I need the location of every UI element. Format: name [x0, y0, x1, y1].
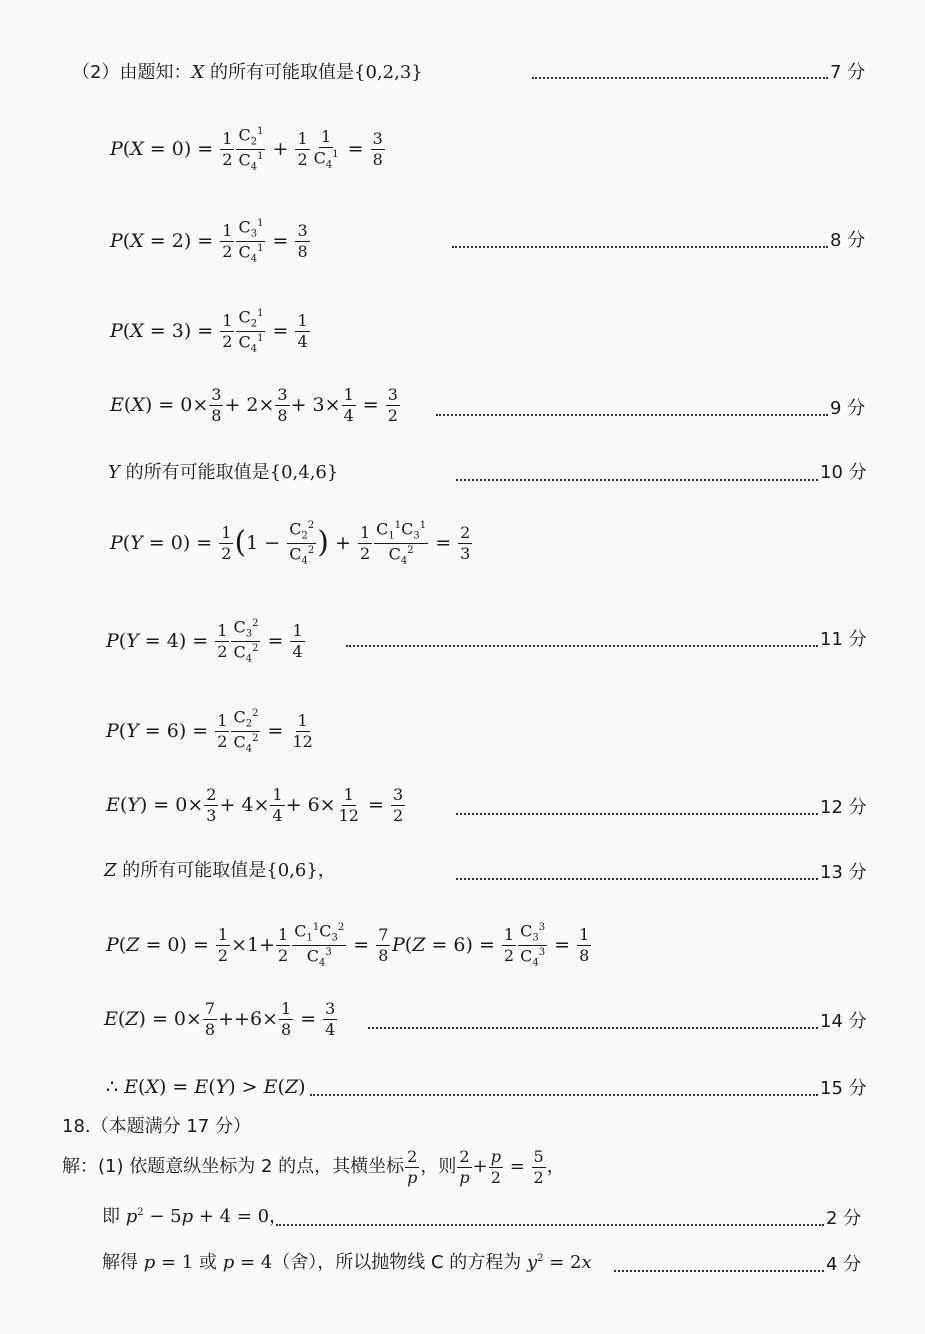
dot-leader — [276, 1224, 824, 1226]
dot-leader — [532, 77, 828, 79]
formula-ex: E ( X ) = 0× $\frac{3}{8}$ + 2× $\frac{3}{8}$ + 3× $\frac{1}{4}$ = $\frac{3}{2}$ — [110, 385, 398, 425]
dot-leader — [346, 645, 818, 647]
formula-px2: P ( X = 2) = $\frac{1}{2}$ $\frac{C_3^1}{C_4^1}$ = $\frac{3}{8}$ — [110, 217, 308, 265]
score-2: 2 分 — [826, 1208, 862, 1229]
y-values-text: Y 的所有可能取值是 {0,4,6} — [108, 462, 339, 483]
formula-px0: P ( X = 0) = $\frac{1}{2}$ $\frac{C_2^1}{C_4^1}$ + $\frac{1}{2}$ $\frac{1}{C_4^1}$ = $\frac{3}{8}$ — [110, 125, 383, 173]
score-12: 12 分 — [820, 797, 867, 818]
score-7: 7 分 — [830, 62, 866, 83]
dot-leader — [452, 246, 828, 248]
score-10: 10 分 — [820, 462, 867, 483]
dot-leader — [436, 414, 828, 416]
solution-line-1: 解：(1) 依题意纵坐标为 2 的点，其横坐标 $\frac{2}{p}$ ，则 $\frac{2}{p}$ + $\frac{p}{2}$ = $\frac{5}{2}$ ， — [62, 1147, 565, 1187]
formula-py6: P ( Y = 6) = $\frac{1}{2}$ $\frac{C_2^2}{C_4^2}$ = $\frac{1}{12}$ — [106, 707, 313, 755]
part-2-label: （2）由题知： — [72, 62, 192, 83]
score-15: 15 分 — [820, 1078, 867, 1099]
dot-leader — [310, 1094, 818, 1096]
score-14: 14 分 — [820, 1011, 867, 1032]
conclusion-formula: ∴ E ( X ) = E ( Y ) > E ( Z ) — [106, 1076, 306, 1098]
formula-py4: P ( Y = 4) = $\frac{1}{2}$ $\frac{C_3^2}{C_4^2}$ = $\frac{1}{4}$ — [106, 617, 303, 665]
dot-leader — [456, 878, 818, 880]
dot-leader — [456, 479, 818, 481]
dot-leader — [456, 813, 818, 815]
dot-leader — [614, 1270, 824, 1272]
z-values-text: Z 的所有可能取值是 {0,6} ， — [104, 860, 336, 881]
formula-ey: E ( Y ) = 0× $\frac{2}{3}$ + 4× $\frac{1}{4}$ + 6× $\frac{1}{12}$ = $\frac{3}{2}$ — [106, 785, 404, 825]
row-1-text: （2）由题知： X 的所有可能取值是 {0,2,3} — [72, 62, 423, 83]
formula-py0: P ( Y = 0) = $\frac{1}{2}$ ( 1 − $\frac{C_2^2}{C_4^2}$ ) + $\frac{1}{2}$ $\frac{C_1^1C_3^1}{C_4^2}$ = $\frac{2}{3}$ — [110, 519, 471, 567]
score-11: 11 分 — [820, 629, 867, 650]
score-4: 4 分 — [826, 1254, 862, 1275]
dot-leader — [368, 1027, 818, 1029]
score-9: 9 分 — [830, 398, 866, 419]
formula-ez: E ( Z ) = 0× $\frac{7}{8}$ ++6× $\frac{1}{8}$ = $\frac{3}{4}$ — [104, 999, 336, 1039]
solution-line-3: 解得 p = 1 或 p = 4 （舍），所以抛物线 C 的方程为 $y^2 = 2x$ — [102, 1252, 592, 1273]
score-13: 13 分 — [820, 862, 867, 883]
score-8: 8 分 — [830, 230, 866, 251]
formula-pz6: P ( Z = 6) = $\frac{1}{2}$ $\frac{C_3^3}{C_4^3}$ = $\frac{1}{8}$ — [392, 921, 590, 969]
problem-18-heading: 18.（本题满分 17 分） — [62, 1116, 251, 1137]
formula-px3: P ( X = 3) = $\frac{1}{2}$ $\frac{C_2^1}{C_4^1}$ = $\frac{1}{4}$ — [110, 307, 308, 355]
solution-line-2: 即 $p^2 - 5p + 4 = 0$ ， — [102, 1206, 288, 1227]
formula-pz0: P ( Z = 0) = $\frac{1}{2}$ ×1+ $\frac{1}{2}$ $\frac{C_1^1C_3^2}{C_4^3}$ = $\frac{7}{8}$ — [106, 921, 389, 969]
